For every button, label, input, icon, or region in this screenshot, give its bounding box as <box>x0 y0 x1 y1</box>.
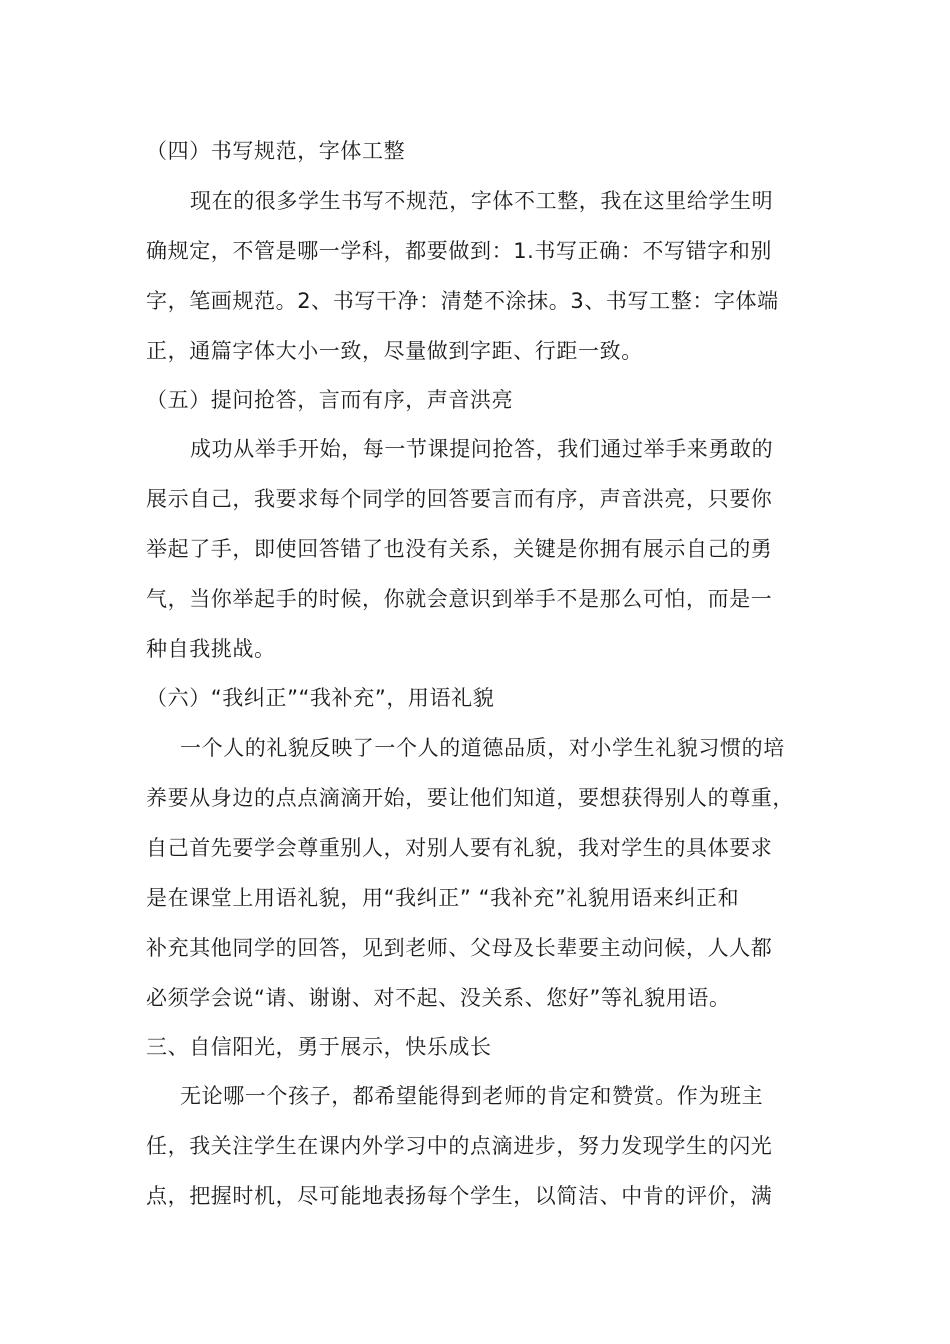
paragraph-line: 补充其他同学的回答，见到老师、父母及长辈要主动问候，人人都 <box>146 936 773 960</box>
section-heading-6: （六）“我纠正”“我补充”，用语礼貌 <box>146 686 495 710</box>
paragraph-line: 字，笔画规范。2、书写干净：清楚不涂抹。3、书写工整：字体端 <box>146 289 779 313</box>
paragraph-line: 无论哪一个孩子，都希望能得到老师的肯定和赞赏。作为班主 <box>180 1084 764 1108</box>
paragraph-line: 自己首先要学会尊重别人，对别人要有礼貌，我对学生的具体要求 <box>146 836 773 860</box>
section-heading-4: （四）书写规范，字体工整 <box>146 139 406 163</box>
paragraph-line: 现在的很多学生书写不规范，字体不工整，我在这里给学生明 <box>190 189 774 213</box>
paragraph-line: 种自我挑战。 <box>146 637 276 661</box>
paragraph-line: 养要从身边的点点滴滴开始，要让他们知道，要想获得别人的尊重， <box>146 786 794 810</box>
section-heading-5: （五）提问抢答，言而有序，声音洪亮 <box>146 388 514 412</box>
paragraph-line: 确规定，不管是哪一学科，都要做到：1.书写正确：不写错字和别 <box>146 239 773 263</box>
paragraph-line: 是在课堂上用语礼貌，用“我纠正” “我补充”礼貌用语来纠正和 <box>146 886 740 910</box>
paragraph-line: 成功从举手开始，每一节课提问抢答，我们通过举手来勇敢的 <box>190 437 774 461</box>
paragraph-line: 任，我关注学生在课内外学习中的点滴进步，努力发现学生的闪光 <box>146 1134 773 1158</box>
paragraph-line: 点，把握时机，尽可能地表扬每个学生，以简洁、中肯的评价，满 <box>146 1184 773 1208</box>
paragraph-line: 一个人的礼貌反映了一个人的道德品质，对小学生礼貌习惯的培 <box>180 736 785 760</box>
paragraph-line: 气，当你举起手的时候，你就会意识到举手不是那么可怕，而是一 <box>146 587 773 611</box>
paragraph-line: 展示自己，我要求每个同学的回答要言而有序，声音洪亮，只要你 <box>146 487 773 511</box>
paragraph-line: 举起了手，即使回答错了也没有关系，关键是你拥有展示自己的勇 <box>146 537 773 561</box>
paragraph-line: 正，通篇字体大小一致，尽量做到字距、行距一致。 <box>146 339 643 363</box>
paragraph-line: 必须学会说“请、谢谢、对不起、没关系、您好”等礼貌用语。 <box>146 986 731 1010</box>
section-heading-3: 三、自信阳光，勇于展示，快乐成长 <box>146 1035 492 1059</box>
